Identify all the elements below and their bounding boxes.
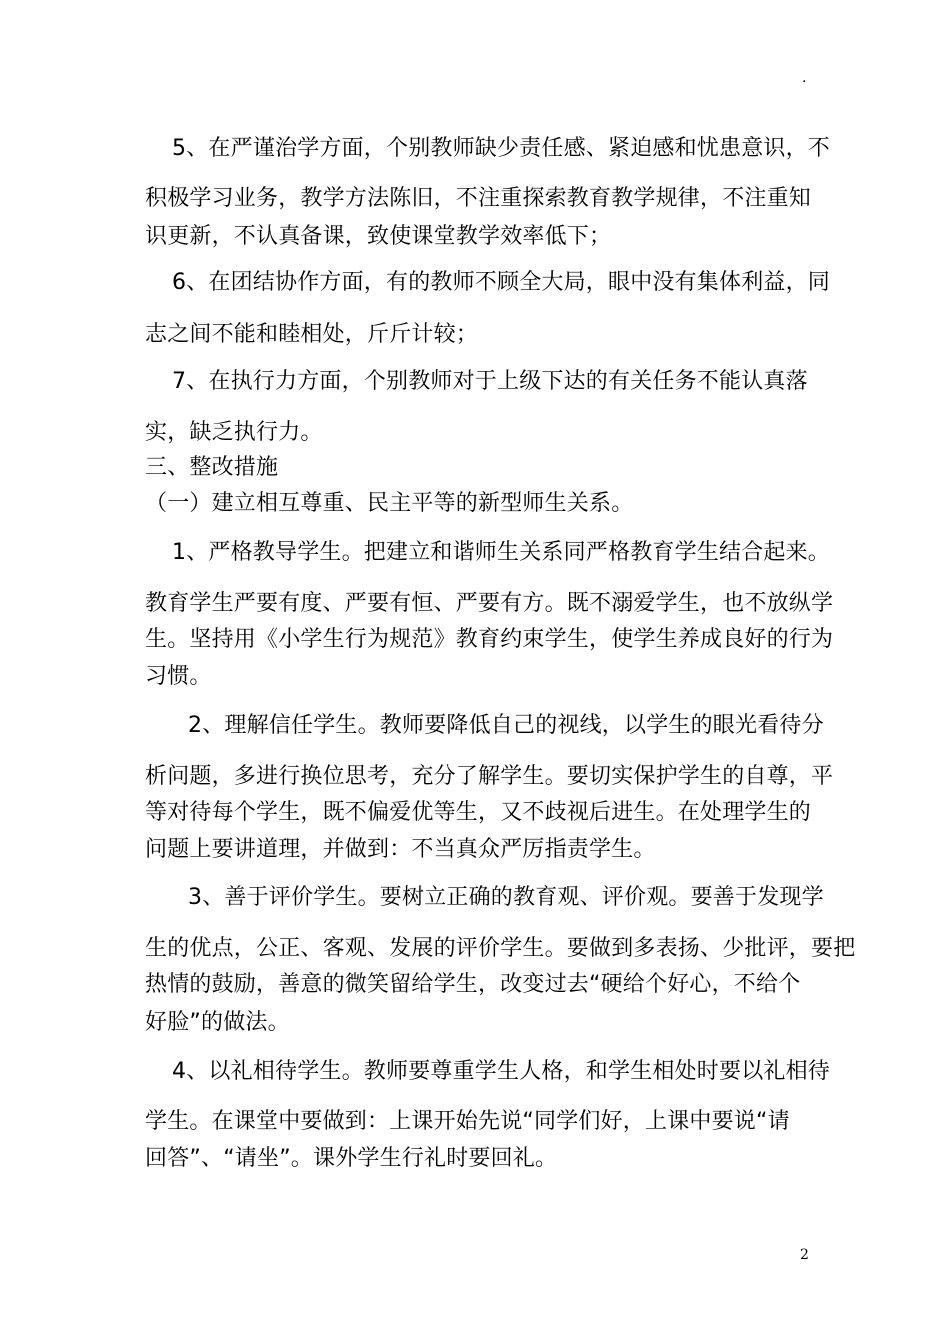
text-line: 6、在团结协作方面，有的教师不顾全大局，眼中没有集体利益，同 [172, 270, 830, 295]
text-line: 等对待每个学生，既不偏爱优等生，又不歧视后进生。在处理学生的 [145, 800, 812, 825]
text-line: 问题上要讲道理，并做到：不当真众严厉指责学生。 [145, 837, 656, 862]
text-line: 志之间不能和睦相处，斤斤计较； [145, 322, 479, 347]
text-line: 析问题，多进行换位思考，充分了解学生。要切实保护学生的自尊，平 [145, 764, 834, 789]
text-line: 生。坚持用《小学生行为规范》教育约束学生，使学生养成良好的行为 [145, 627, 834, 652]
text-line: 4、以礼相待学生。教师要尊重学生人格，和学生相处时要以礼相待 [172, 1059, 830, 1084]
text-line: 回答”、“请坐”。课外学生行礼时要回礼。 [145, 1146, 558, 1171]
text-line: 7、在执行力方面，个别教师对于上级下达的有关任务不能认真落 [172, 369, 808, 394]
text-line: 实，缺乏执行力。 [145, 420, 323, 445]
section-heading: 三、整改措施 [145, 455, 279, 480]
header-mark: . [802, 70, 807, 86]
text-line: 学生。在课堂中要做到：上课开始先说“同学们好，上课中要说“请 [145, 1109, 790, 1134]
text-line: 教育学生严要有度、严要有恒、严要有方。既不溺爱学生，也不放纵学 [145, 591, 834, 616]
text-line: 生的优点，公正、客观、发展的评价学生。要做到多表扬、少批评，要把 [145, 936, 856, 961]
subsection-heading: （一）建立相互尊重、民主平等的新型师生关系。 [145, 491, 634, 516]
text-line: 习惯。 [145, 664, 212, 689]
text-line: 1、严格教导学生。把建立和谐师生关系同严格教育学生结合起来。 [172, 540, 830, 565]
text-line: 好脸”的做法。 [145, 1010, 290, 1035]
text-line: 热情的鼓励，善意的微笑留给学生，改变过去“硬给个好心，不给个 [145, 972, 801, 997]
page-number: 2 [800, 1247, 809, 1263]
text-line: 2、理解信任学生。教师要降低自己的视线，以学生的眼光看待分 [188, 713, 824, 738]
text-line: 识更新，不认真备课，致使课堂教学效率低下； [145, 224, 612, 249]
text-line: 积极学习业务，教学方法陈旧，不注重探索教育教学规律，不注重知 [145, 186, 812, 211]
text-line: 3、善于评价学生。要树立正确的教育观、评价观。要善于发现学 [188, 885, 824, 910]
text-line: 5、在严谨治学方面，个别教师缺少责任感、紧迫感和忧患意识，不 [172, 136, 830, 161]
